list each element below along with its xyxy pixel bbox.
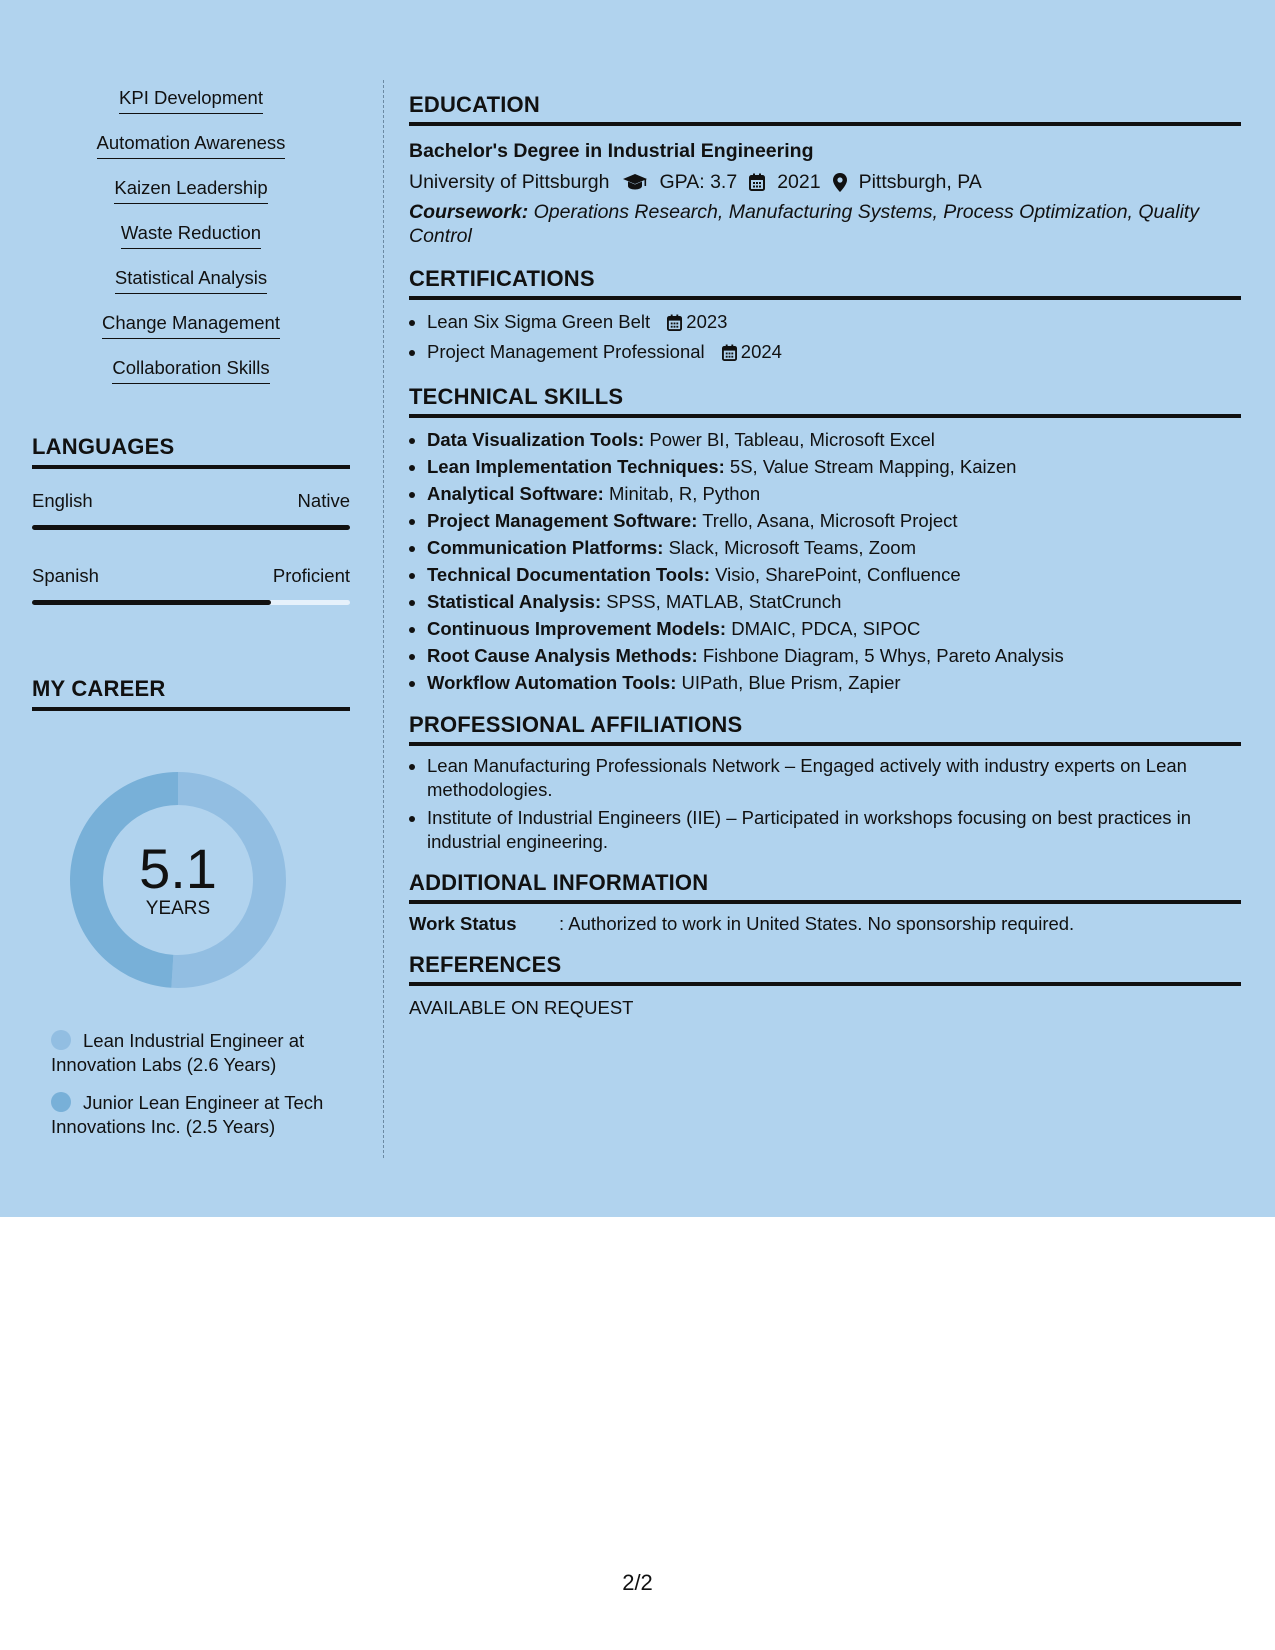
certification-year: 2024	[740, 341, 782, 362]
gpa-text: GPA: 3.7	[659, 171, 738, 193]
career-title: MY CAREER	[32, 676, 350, 711]
education-title: EDUCATION	[409, 92, 1241, 126]
language-level-fill	[32, 600, 271, 605]
skill-item	[32, 86, 350, 131]
language-level: Proficient	[272, 565, 350, 586]
technical-skill-item	[427, 561, 1241, 588]
technical-skill-item	[427, 588, 1241, 615]
skill-label: Automation Awareness	[97, 131, 286, 159]
calendar-icon	[749, 173, 765, 191]
technical-skill-label: Technical Documentation Tools:	[427, 564, 711, 585]
skill-label: Kaizen Leadership	[114, 176, 267, 204]
technical-skill-label: Project Management Software:	[427, 510, 698, 531]
technical-skills-section	[409, 384, 1241, 696]
technical-skill-value: Slack, Microsoft Teams, Zoom	[668, 537, 916, 558]
certification-year: 2023	[686, 311, 728, 332]
language-level: Native	[297, 490, 350, 511]
degree-title: Bachelor's Degree in Industrial Engineering	[409, 140, 814, 162]
affiliation-item: • Lean Manufacturing Professionals Network – Engaged actively with industry experts on Lean methodologies.	[427, 754, 1241, 802]
coursework-label: Coursework:	[409, 201, 529, 223]
skill-label: Change Management	[102, 311, 280, 339]
technical-skill-item	[427, 642, 1241, 669]
technical-skill-label: Lean Implementation Techniques:	[427, 456, 725, 477]
languages-section	[32, 434, 350, 605]
references-title: REFERENCES	[409, 952, 1241, 986]
affiliations-section	[409, 712, 1241, 854]
technical-skill-value: SPSS, MATLAB, StatCrunch	[606, 591, 842, 612]
technical-skill-value: Power BI, Tableau, Microsoft Excel	[649, 429, 935, 450]
affiliations-list	[409, 754, 1241, 854]
language-name: English	[32, 490, 93, 511]
references-section	[409, 952, 1241, 1020]
left-column	[32, 86, 350, 1137]
career-legend	[51, 1029, 341, 1153]
language-name: Spanish	[32, 565, 99, 586]
language-item	[32, 564, 350, 605]
graduation-cap-icon	[622, 173, 648, 191]
school-name: University of Pittsburgh	[409, 171, 610, 193]
work-status-value: : Authorized to work in United States. No sponsorship required.	[559, 913, 1075, 934]
technical-skill-label: Analytical Software:	[427, 483, 604, 504]
certifications-list	[409, 308, 1241, 368]
work-status-row	[409, 912, 1241, 936]
certification-name: Project Management Professional	[427, 341, 705, 362]
page-number: 2/2	[622, 1570, 653, 1595]
technical-skill-item	[427, 669, 1241, 696]
affiliation-item: • Institute of Industrial Engineers (IIE) – Participated in workshops focusing on best practices in industrial engineering.	[427, 806, 1241, 854]
technical-skill-value: Fishbone Diagram, 5 Whys, Pareto Analysis	[702, 645, 1064, 666]
certifications-section	[409, 266, 1241, 368]
skill-item	[32, 221, 350, 266]
technical-skill-label: Communication Platforms:	[427, 537, 664, 558]
language-level-bar	[32, 600, 350, 605]
technical-skill-value: UIPath, Blue Prism, Zapier	[681, 672, 901, 693]
technical-skill-item	[427, 615, 1241, 642]
calendar-icon	[722, 341, 737, 368]
coursework-text: Operations Research, Manufacturing Systems, Process Optimization, Quality Control	[409, 201, 1200, 247]
skill-label: Statistical Analysis	[115, 266, 267, 294]
technical-skill-item	[427, 507, 1241, 534]
graduation-year: 2021	[777, 171, 821, 193]
technical-skill-value: Visio, SharePoint, Confluence	[715, 564, 961, 585]
technical-skills-list	[409, 426, 1241, 696]
career-section	[32, 676, 350, 1236]
technical-skill-value: 5S, Value Stream Mapping, Kaizen	[729, 456, 1017, 477]
skill-item	[32, 266, 350, 311]
language-level-fill	[32, 525, 350, 530]
career-legend-label: Junior Lean Engineer at Tech Innovations Inc. (2.5 Years)	[51, 1092, 324, 1137]
column-divider	[383, 80, 384, 1158]
education-section	[409, 92, 1241, 248]
skill-item	[32, 131, 350, 176]
career-legend-label: Lean Industrial Engineer at Innovation Labs (2.6 Years)	[51, 1030, 305, 1075]
technical-skill-item	[427, 426, 1241, 453]
technical-skill-value: DMAIC, PDCA, SIPOC	[731, 618, 921, 639]
references-text: AVAILABLE ON REQUEST	[409, 997, 634, 1018]
career-legend-item	[51, 1029, 341, 1077]
skills-list	[32, 86, 350, 401]
technical-skill-label: Workflow Automation Tools:	[427, 672, 677, 693]
skill-label: Collaboration Skills	[112, 356, 269, 384]
skill-label: Waste Reduction	[121, 221, 261, 249]
skill-item	[32, 311, 350, 356]
career-legend-item	[51, 1091, 341, 1139]
calendar-icon	[667, 311, 682, 338]
certification-item	[427, 308, 1241, 338]
language-item	[32, 489, 350, 530]
technical-skill-value: Minitab, R, Python	[608, 483, 761, 504]
technical-skill-item	[427, 480, 1241, 507]
language-level-bar	[32, 525, 350, 530]
career-donut-center	[64, 766, 292, 994]
technical-skills-title: TECHNICAL SKILLS	[409, 384, 1241, 418]
career-total-unit: YEARS	[145, 898, 211, 919]
technical-skill-label: Root Cause Analysis Methods:	[427, 645, 698, 666]
education-meta	[409, 168, 1241, 196]
right-column	[409, 92, 1241, 1032]
technical-skill-value: Trello, Asana, Microsoft Project	[702, 510, 958, 531]
career-total-years: 5.1	[139, 837, 217, 900]
school-location: Pittsburgh, PA	[858, 171, 982, 193]
additional-info-section	[409, 870, 1241, 936]
additional-info-title: ADDITIONAL INFORMATION	[409, 870, 1241, 904]
certification-item	[427, 338, 1241, 368]
technical-skill-label: Data Visualization Tools:	[427, 429, 645, 450]
skill-label: KPI Development	[119, 86, 263, 114]
location-pin-icon	[833, 173, 847, 192]
coursework	[409, 200, 1241, 248]
technical-skill-item	[427, 453, 1241, 480]
affiliations-title: PROFESSIONAL AFFILIATIONS	[409, 712, 1241, 746]
career-donut-chart	[64, 766, 292, 994]
work-status-label: Work Status	[409, 913, 517, 934]
certification-name: Lean Six Sigma Green Belt	[427, 311, 651, 332]
technical-skill-label: Continuous Improvement Models:	[427, 618, 727, 639]
legend-dot-icon	[51, 1092, 71, 1112]
skill-item	[32, 356, 350, 401]
skill-item	[32, 176, 350, 221]
languages-title: LANGUAGES	[32, 434, 350, 469]
legend-dot-icon	[51, 1030, 71, 1050]
certifications-title: CERTIFICATIONS	[409, 266, 1241, 300]
technical-skill-label: Statistical Analysis:	[427, 591, 602, 612]
technical-skill-item	[427, 534, 1241, 561]
